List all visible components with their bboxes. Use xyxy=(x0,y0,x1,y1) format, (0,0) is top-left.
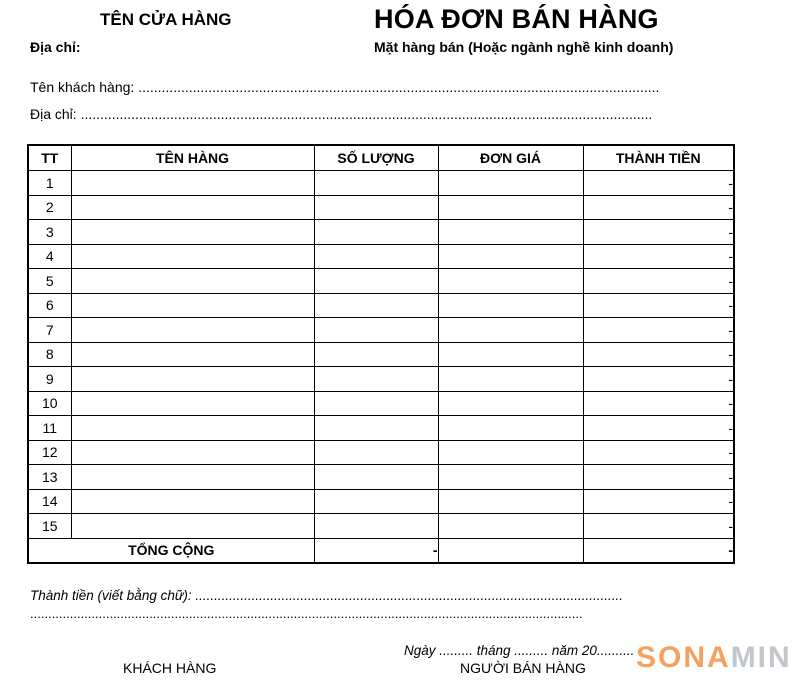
unit-price-cell xyxy=(438,220,583,245)
quantity-cell xyxy=(314,440,438,465)
unit-price-cell xyxy=(438,391,583,416)
row-number: 14 xyxy=(28,489,71,514)
total-unit-price xyxy=(438,538,583,563)
table-row xyxy=(28,318,734,343)
quantity-cell xyxy=(314,244,438,269)
amount-cell: - xyxy=(583,293,734,318)
column-header-unit-price: ĐƠN GIÁ xyxy=(438,145,583,171)
table-row xyxy=(28,220,734,245)
quantity-cell xyxy=(314,391,438,416)
row-number: 12 xyxy=(28,440,71,465)
row-number: 2 xyxy=(28,195,71,220)
unit-price-cell xyxy=(438,269,583,294)
amount-cell: - xyxy=(583,465,734,490)
table-row xyxy=(28,269,734,294)
unit-price-cell xyxy=(438,416,583,441)
row-number: 6 xyxy=(28,293,71,318)
table-row xyxy=(28,293,734,318)
customer-signature-label: KHÁCH HÀNG xyxy=(123,660,217,676)
unit-price-cell xyxy=(438,440,583,465)
row-number: 5 xyxy=(28,269,71,294)
invoice-table xyxy=(27,144,735,564)
row-number: 7 xyxy=(28,318,71,343)
column-header-amount: THÀNH TIỀN xyxy=(583,145,734,171)
seller-signature-label: NGƯỜI BÁN HÀNG xyxy=(460,660,586,676)
amount-cell: - xyxy=(583,489,734,514)
table-row xyxy=(28,440,734,465)
item-name-cell xyxy=(71,391,314,416)
item-name-cell xyxy=(71,293,314,318)
column-header-quantity: SỐ LƯỢNG xyxy=(314,145,438,171)
item-name-cell xyxy=(71,318,314,343)
invoice-subtitle: Mặt hàng bán (Hoặc ngành nghề kinh doanh) xyxy=(374,39,674,55)
shop-address-label: Địa chỉ: xyxy=(30,39,81,55)
customer-address-line: Địa chỉ: ................................................................................................................................................... xyxy=(30,106,653,122)
item-name-cell xyxy=(71,465,314,490)
table-row xyxy=(28,244,734,269)
amount-cell: - xyxy=(583,318,734,343)
quantity-cell xyxy=(314,367,438,392)
row-number: 11 xyxy=(28,416,71,441)
item-name-cell xyxy=(71,367,314,392)
item-name-cell xyxy=(71,440,314,465)
amount-cell: - xyxy=(583,391,734,416)
item-name-cell xyxy=(71,171,314,196)
table-row xyxy=(28,465,734,490)
row-number: 8 xyxy=(28,342,71,367)
amount-cell: - xyxy=(583,342,734,367)
total-quantity: - xyxy=(314,538,438,563)
table-row xyxy=(28,342,734,367)
quantity-cell xyxy=(314,465,438,490)
quantity-cell xyxy=(314,514,438,539)
customer-name-line: Tên khách hàng: ...................................................................................................................................... xyxy=(30,79,660,95)
amount-cell: - xyxy=(583,244,734,269)
table-row xyxy=(28,195,734,220)
quantity-cell xyxy=(314,293,438,318)
total-amount: - xyxy=(583,538,734,563)
unit-price-cell xyxy=(438,342,583,367)
quantity-cell xyxy=(314,269,438,294)
row-number: 1 xyxy=(28,171,71,196)
unit-price-cell xyxy=(438,195,583,220)
total-label: TỔNG CỘNG xyxy=(28,538,314,563)
table-row xyxy=(28,391,734,416)
invoice-title: HÓA ĐƠN BÁN HÀNG xyxy=(374,4,659,34)
table-row xyxy=(28,514,734,539)
row-number: 13 xyxy=(28,465,71,490)
item-name-cell xyxy=(71,514,314,539)
watermark-part2: MIN xyxy=(730,641,792,674)
amount-cell: - xyxy=(583,171,734,196)
quantity-cell xyxy=(314,195,438,220)
amount-cell: - xyxy=(583,514,734,539)
amount-cell: - xyxy=(583,440,734,465)
item-name-cell xyxy=(71,195,314,220)
amount-cell: - xyxy=(583,416,734,441)
unit-price-cell xyxy=(438,318,583,343)
table-row xyxy=(28,171,734,196)
total-row xyxy=(28,538,734,563)
item-name-cell xyxy=(71,220,314,245)
row-number: 3 xyxy=(28,220,71,245)
watermark-logo xyxy=(636,641,792,675)
quantity-cell xyxy=(314,416,438,441)
unit-price-cell xyxy=(438,465,583,490)
unit-price-cell xyxy=(438,367,583,392)
unit-price-cell xyxy=(438,489,583,514)
unit-price-cell xyxy=(438,244,583,269)
amount-in-words-line: Thành tiền (viết bằng chữ): .................................................................................................................. xyxy=(30,588,623,603)
shop-name: TÊN CỬA HÀNG xyxy=(100,10,232,29)
unit-price-cell xyxy=(438,293,583,318)
quantity-cell xyxy=(314,171,438,196)
amount-cell: - xyxy=(583,269,734,294)
item-name-cell xyxy=(71,244,314,269)
row-number: 15 xyxy=(28,514,71,539)
quantity-cell xyxy=(314,220,438,245)
amount-in-words-continuation: ......................................................................................................................................................... xyxy=(30,606,583,621)
item-name-cell xyxy=(71,269,314,294)
item-name-cell xyxy=(71,416,314,441)
table-header-row xyxy=(28,145,734,171)
quantity-cell xyxy=(314,489,438,514)
unit-price-cell xyxy=(438,171,583,196)
row-number: 4 xyxy=(28,244,71,269)
row-number: 10 xyxy=(28,391,71,416)
date-line: Ngày ......... tháng ......... năm 20.......... xyxy=(404,643,635,658)
quantity-cell xyxy=(314,342,438,367)
item-name-cell xyxy=(71,489,314,514)
watermark-part1: SONA xyxy=(636,641,731,674)
amount-cell: - xyxy=(583,195,734,220)
table-row xyxy=(28,489,734,514)
table-row xyxy=(28,367,734,392)
item-name-cell xyxy=(71,342,314,367)
table-row xyxy=(28,416,734,441)
column-header-tt: TT xyxy=(28,145,71,171)
column-header-item-name: TÊN HÀNG xyxy=(71,145,314,171)
amount-cell: - xyxy=(583,220,734,245)
row-number: 9 xyxy=(28,367,71,392)
quantity-cell xyxy=(314,318,438,343)
unit-price-cell xyxy=(438,514,583,539)
amount-cell: - xyxy=(583,367,734,392)
